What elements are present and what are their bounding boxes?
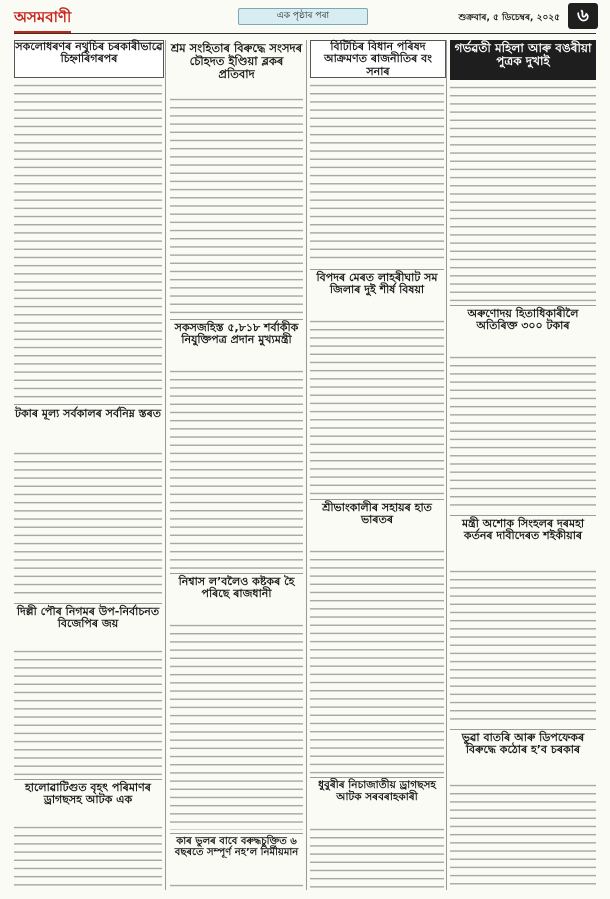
continued-from-label: এক পৃষ্ঠাৰ পৰা <box>238 8 368 25</box>
article-body-a6 <box>310 316 444 496</box>
newspaper-logo: অসমবাণী <box>14 6 71 33</box>
headline-a10: মন্ত্ৰী অশোক সিংহলৰ দৰমহা কৰ্তনৰ দাবীদেৰত শইকীয়াৰ <box>461 517 585 543</box>
headline-a1: সকলোধৰণৰ নথুচিৰ চৰকাৰীভাৱে চিহ্নাৰিগৰপৰ <box>14 40 164 78</box>
headline-a11: দিল্লী পৌৰ নিগমৰ উপ-নিৰ্বাচনত বিজেপিৰ জয় <box>16 605 160 631</box>
section-separator <box>310 499 444 500</box>
masthead <box>0 0 610 34</box>
column-divider <box>446 40 447 890</box>
article-body-a5 <box>170 366 303 570</box>
section-separator <box>14 603 162 604</box>
headline-a8: টকাৰ মূল্য সৰ্বকালৰ সৰ্বনিম্ন স্তৰত <box>14 407 162 420</box>
headline-a14: কাৰ ভুলৰ বাবে বৰুদ্ধচুক্তিত ৬ বছৰতে সম্পূৰ্ণ নহ’ল নিৰ্মীয়মান <box>174 836 299 859</box>
article-body-a1 <box>14 80 162 402</box>
article-body-a13 <box>450 780 596 890</box>
headline-a2: শ্ৰম সংহিতাৰ বিৰুদ্ধে সংসদৰ চৌহদত ইণ্ডিয়া ব্লকৰ প্ৰতিবাদ <box>170 41 303 81</box>
headline-a5: সকসজহিস্ত ৫,৮১৮ শৰ্বাকীক নিযুক্তিপত্ৰ প্ৰদান মুখ্যমন্ত্ৰী <box>174 321 299 347</box>
headline-a13: ভুৱা বাতৰি আৰু ডিপফেকৰ বিৰুদ্ধে কঠোৰ হ’ব চৰকাৰ <box>461 731 585 757</box>
article-body-a12 <box>310 546 444 774</box>
section-separator <box>170 833 303 834</box>
section-separator <box>14 404 162 405</box>
headline-a7: অৰুণোদয় হিতাধিকাৰীলৈ অতিৰিক্ত ৩০০ টকাৰ <box>467 307 579 333</box>
headline-a16: ধুবুৰীৰ নিচাজাতীয় ড্ৰাগছসহ আটক সৰবৰাহকাৰী <box>318 779 436 803</box>
article-body-a11 <box>14 646 162 776</box>
article-body-a3 <box>310 80 444 265</box>
headline-a6: বিপদৰ মেৰত লাহৰীঘাট সম জিলাৰ দুই শীৰ্ষ বিষয়া <box>316 271 438 297</box>
headline-a4: গৰ্ভৱতী মহিলা আৰু বঙৰীয়া পুত্ৰক দুখাই <box>450 40 596 80</box>
column-divider <box>306 40 307 890</box>
headline-a9: নিশ্বাস ল’বলৈও কষ্টকৰ হৈ পৰিছে ৰাজধানী <box>178 575 295 601</box>
headline-a12: শ্ৰীভাংকালীৰ সহায়ৰ হাত ভাৰতৰ <box>322 501 432 527</box>
article-body-a15 <box>14 822 162 890</box>
headline-a3: বিটিচিৰ বিধান পৰিষদ আক্ৰমণত ৰাজনীতিৰ বং সনাৰ <box>310 40 446 78</box>
article-body-a7 <box>450 352 596 512</box>
section-separator <box>170 319 303 320</box>
section-separator <box>310 777 444 778</box>
section-separator <box>450 305 596 306</box>
section-separator <box>450 515 596 516</box>
masthead-rule <box>14 33 596 34</box>
section-separator <box>450 729 596 730</box>
article-body-a14 <box>170 880 303 892</box>
issue-date: শুক্ৰবাৰ, ৫ ডিচেম্বৰ, ২০২৫ <box>458 13 560 23</box>
article-body-a8 <box>14 448 162 600</box>
article-body-a9 <box>170 620 303 830</box>
article-body-a16 <box>310 824 444 890</box>
section-separator <box>14 779 162 780</box>
article-body-a2 <box>170 94 303 316</box>
section-separator <box>310 269 444 270</box>
article-body-a10 <box>450 566 596 726</box>
section-separator <box>170 573 303 574</box>
column-divider <box>165 40 166 890</box>
headline-a15: হালোৱাটিগুত বৃহৎ পৰিমাণৰ ড্ৰাগছসহ আটক এক <box>25 781 151 807</box>
page-number: ৬ <box>568 3 598 29</box>
article-body-a4 <box>450 82 596 302</box>
